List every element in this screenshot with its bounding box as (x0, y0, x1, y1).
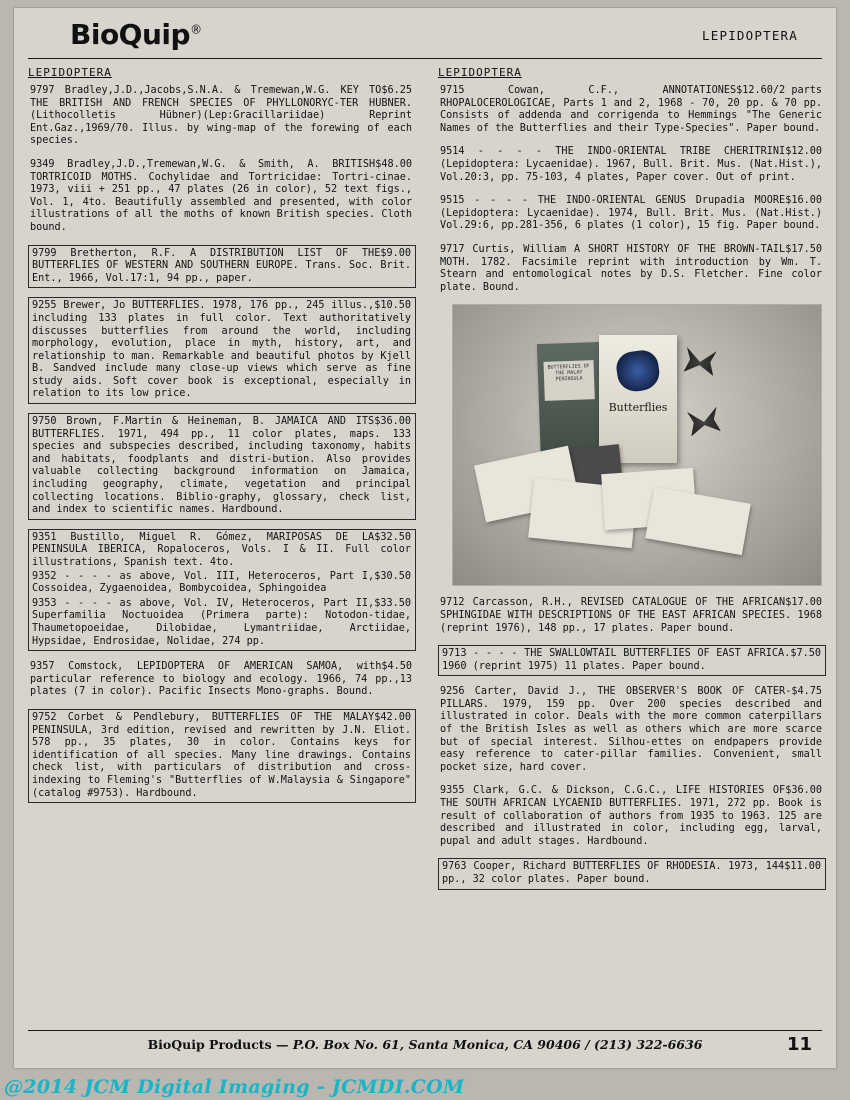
entry-price: $4.50 (381, 661, 412, 673)
entry-text: 9750 Brown, F.Martin & Heineman, B. JAMAICA AND ITS BUTTERFLIES. 1971, 494 pp., 11 color plates, maps. 133 species and subspecies described, including taxonomy, habits and habitats, foodplants and distri-bution. Also provides valuable collecting background information on Jamaica, including geography, climate, vegetation and principal collecting locations. Biblio-graphy, glossary, check list, and index to scientific names. Hardbound. (32, 416, 411, 516)
catalog-entry (28, 413, 416, 520)
catalog-entry (28, 245, 416, 289)
book-title-label: Butterflies (608, 401, 668, 415)
entry-price: $9.00 (380, 247, 411, 259)
entry-text: 9515 - - - - THE INDO-ORIENTAL GENUS Drupadia MOORE (Lepidoptera: Lycaenidae). 1974, Bull. Brit. Mus. (Nat.Hist.) Vol.29:6, pp.281-356, 6 plates (1 color), 15 fig. Paper bound. (440, 195, 822, 232)
bioquip-logo: BioQuip® (70, 18, 202, 51)
entry-text: 9715 Cowan, C.F., ANNOTATIONES RHOPALOCEROLOGICAE, Parts 1 and 2, 1968 - 70, 20 pp. & 70 pp. Consists of addenda and corrigenda to Hemmings "The Generic Names of the Butterflies and their Type-Species". Paper bound. (440, 85, 822, 134)
entry-text: 9713 - - - - THE SWALLOWTAIL BUTTERFLIES OF EAST AFRICA. 1960 (reprint 1975) 11 plates. Paper bound. (442, 648, 791, 672)
footer-address: P.O. Box No. 61, Santa Monica, CA 90406 / (213) 322-6636 (292, 1037, 703, 1052)
entry-price: $33.50 (374, 597, 411, 609)
catalog-entry (438, 858, 826, 889)
book-title-label: BUTTERFLIES OF THE MALAY PENINSULA (543, 360, 594, 401)
entry-text: 9352 - - - - as above, Vol. III, Heteroceros, Part I, Cossoidea, Zygaenoidea, Bombycoidea, Sphingoidea (32, 570, 375, 595)
page-number: 11 (786, 1034, 812, 1055)
watermark: @2014 JCM Digital Imaging - JCMDI.COM (4, 1076, 465, 1098)
footer-company: BioQuip Products (147, 1037, 272, 1052)
entry-text: 9357 Comstock, LEPIDOPTERA OF AMERICAN SAMOA, with particular reference to biology and ecology. 1966, 74 pp.,13 plates (7 in color). Pacific Insects Mono-graphs. Bound. (30, 661, 412, 698)
entry-price: $6.25 (381, 85, 412, 96)
catalog-entry (438, 596, 826, 636)
footer-dash: — (275, 1037, 289, 1052)
entry-text: 9717 Curtis, William A SHORT HISTORY OF THE BROWN-TAIL MOTH. 1782. Facsimile reprint with introduction by Wm. T. Stearn and entomological notes by D.S. Fletcher. Fine color plate. Bound. (440, 243, 822, 293)
catalog-entry (28, 297, 416, 404)
entry-price: $36.00 (785, 785, 822, 797)
right-column-title: LEPIDOPTERA (438, 66, 522, 79)
header-section-title: LEPIDOPTERA (702, 28, 798, 43)
entry-price: $4.75 (791, 686, 822, 698)
catalog-entry (28, 709, 416, 803)
catalog-entry (438, 84, 826, 136)
entry-price: $17.00 (785, 597, 822, 609)
catalog-entry (438, 784, 826, 849)
entry-text: 9712 Carcasson, R.H., REVISED CATALOGUE OF THE AFRICAN SPHINGIDAE WITH DESCRIPTIONS OF THE EAST AFRICAN SPECIES. 1968 (reprint 1976), 148 pp., 17 plates. Paper bound. (440, 597, 822, 634)
entry-price: $48.00 (375, 158, 412, 170)
butterfly-specimen-icon (683, 347, 716, 377)
entry-text: 9752 Corbet & Pendlebury, BUTTERFLIES OF THE MALAY PENINSULA, 3rd edition, revised and rewritten by J.N. Eliot. 578 pp., 35 plates, 30 in color. Contains keys for identification of all species. Many line drawings. Contains check list, with particulars of distribution and cross-indexing to Fleming's "Butterflies of W.Malaysia & Singapore"(catalog #9753). Hardbound. (32, 711, 411, 799)
entry-text: 9353 - - - - as above, Vol. IV, Heteroceros, Part II, Superfamilia Noctuoidea (Primera parte): Notodon-tidae, Thaumetopoeidae, Dilobidae, Lymantriidae, Arctiidae, Hypsidae, Endrosidae, Nolidae, 274 pp. (32, 597, 411, 647)
catalog-entry (28, 84, 416, 149)
catalog-entry (438, 645, 826, 676)
page-header (24, 16, 826, 56)
catalog-entry (28, 660, 416, 700)
entry-text: 9797 Bradley,J.D.,Jacobs,S.N.A. & Tremewan,W.G. KEY TO THE BRITISH AND FRENCH SPECIES OF PHYLLONORYC-TER HUBNER. (Lithocolletis Hübner)(Lep:Gracillariidae) Reprint Ent.Gaz.,1969/70. Illus. by wing-map of the forewing of each species. (30, 85, 412, 147)
booklet-paper (645, 487, 751, 555)
catalog-entry (438, 194, 826, 234)
entry-text: 9349 Bradley,J.D.,Tremewan,W.G. & Smith, A. BRITISH TORTRICOID MOTHS. Cochylidae and Tortricidae: Tortri-cinae. 1973, viii + 251 pp., 47 plates (26 in color), 52 text figs., Vol. 1, 4to. Beautifully assembled and presented, with color illustrations of all the moths of known British species. Cloth bound. (30, 158, 412, 233)
left-column (24, 66, 416, 1018)
entry-price: $30.50 (374, 570, 411, 582)
right-column (434, 66, 826, 1018)
catalog-entry (438, 243, 826, 295)
entry-text: 9255 Brewer, Jo BUTTERFLIES. 1978, 176 pp., 245 illus., including 133 plates in full color. Text authoritatively discusses butterflies from around the world, including morphology, evolution, place in myth, history, art, and relationship to man. Remarkable and beautiful photos by Kjell B. Sandved include many close-up views which serve as fine study aids. Soft cover book is exceptional, especially in relation to its low price. (32, 300, 411, 400)
entry-text: 9763 Cooper, Richard BUTTERFLIES OF RHODESIA. 1973, 144 pp., 32 color plates. Paper bound. (442, 861, 785, 885)
catalog-page (14, 8, 836, 1068)
entry-price: $10.50 (374, 300, 411, 312)
butterfly-illustration-icon (614, 349, 661, 394)
page-footer (24, 1030, 826, 1055)
catalog-entry (28, 597, 416, 651)
butterfly-specimen-icon (687, 407, 721, 438)
catalog-entry (438, 685, 826, 775)
entry-price: $36.00 (374, 416, 411, 428)
left-column-title: LEPIDOPTERA (28, 66, 112, 79)
entry-price: $17.50 (785, 243, 822, 255)
entry-text: 9799 Bretherton, R.F. A DISTRIBUTION LIST OF THE BUTTERFLIES OF WESTERN AND SOUTHERN EUROPE. Trans. Soc. Brit. Ent., 1966, Vol.17:1, 94 pp., paper. (32, 247, 411, 284)
entry-price: $11.00 (784, 861, 821, 873)
entry-price: $12.00 (785, 146, 822, 158)
catalog-entry (438, 145, 826, 185)
footer-contact (24, 1031, 826, 1052)
entry-price: $7.50 (790, 648, 821, 660)
catalog-entry (28, 529, 416, 570)
entry-text: 9256 Carter, David J., THE OBSERVER'S BOOK OF CATER-PILLARS. 1979, 159 pp. Over 200 species described and illustrated in color. Deals with the more common caterpillars of the British Isles as well as others which are more scarce but of special interest. Silhou-ettes on endpapers provide easy reference to cater-pillar families. Convenient, small pocket size, hard cover. (440, 686, 822, 773)
catalog-columns (24, 66, 826, 1018)
catalog-entry (28, 158, 416, 236)
entry-price: $32.50 (374, 531, 411, 543)
registered-trademark-icon: ® (190, 22, 202, 37)
entry-text: 9355 Clark, G.C. & Dickson, C.G.C., LIFE HISTORIES OF THE SOUTH AFRICAN LYCAENID BUTTERFLIES. 1971, 272 pp. Book is result of collaboration of authors from 1935 to 1963. 125 are described and illustrated in color, including egg, larval, pupal and adult stages. Hardbound. (440, 785, 822, 847)
entry-price: $12.60/2 parts (736, 85, 822, 96)
entry-price: $16.00 (785, 195, 822, 207)
entry-text: 9514 - - - - THE INDO-ORIENTAL TRIBE CHERITRINI (Lepidoptera: Lycaenidae). 1967, Bull. Brit. Mus. (Nat.Hist.), Vol.20:3, pp. 75-103, 4 plates, Paper cover. Out of print. (440, 146, 822, 183)
catalog-entry (28, 570, 416, 597)
entry-text: 9351 Bustillo, Miguel R. Gómez, MARIPOSAS DE LA PENINSULA IBERICA, Ropaloceros, Vols. I & II. Full color illustrations, Spanish text. 4to. (32, 531, 411, 568)
header-divider (28, 58, 822, 59)
product-photo (452, 304, 822, 586)
entry-price: $42.00 (374, 711, 411, 723)
